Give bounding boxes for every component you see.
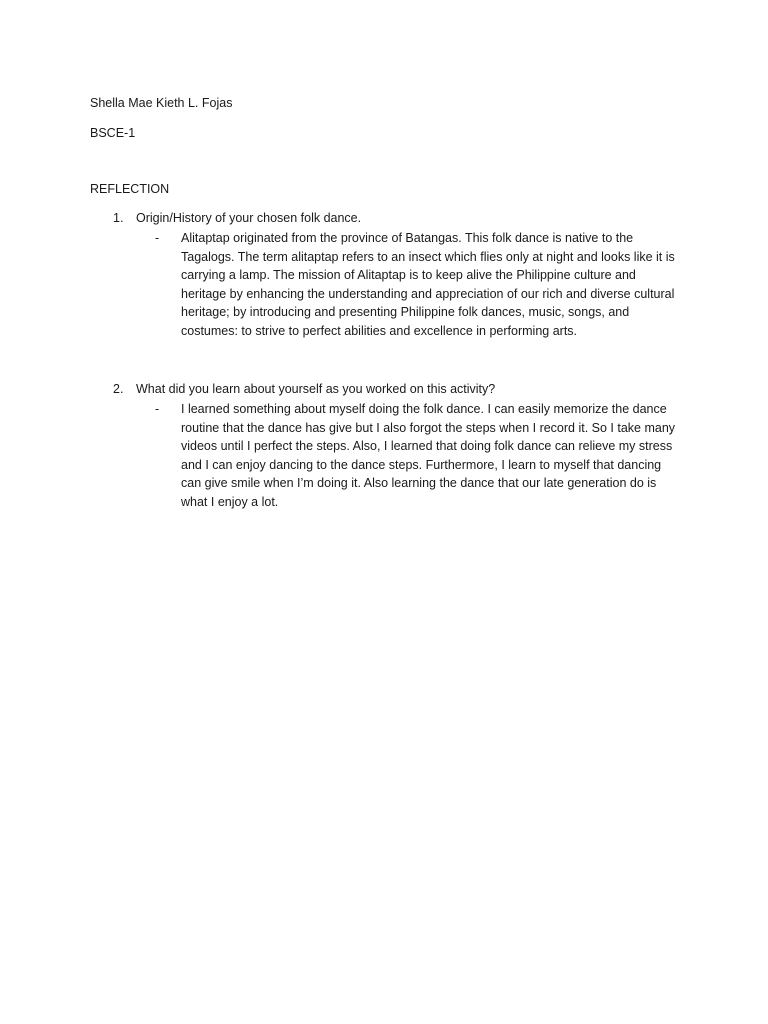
section-heading: REFLECTION [90, 182, 170, 196]
question-text: What did you learn about yourself as you worked on this activity? [136, 382, 496, 396]
bullet-dash: - [155, 231, 160, 245]
question-number: 2. [113, 382, 124, 396]
bullet-dash: - [155, 402, 160, 416]
answer-text: Alitaptap originated from the province of Batangas. This folk dance is native to the Tagalogs. The term alitaptap refers to an insect which flies only at night and looks like it is carrying a lamp. The mission of Alitaptap is to keep alive the Philippine culture and heritage by enhancing the understanding and appreciation of our rich and diverse cultural heritage; by introducing and presenting Philippine folk dances, music, songs, and costumes: to strive to perfect abilities and excellence in performing arts. [181, 231, 675, 338]
author-name: Shella Mae Kieth L. Fojas [90, 96, 233, 110]
course-code: BSCE-1 [90, 126, 136, 140]
question-text: Origin/History of your chosen folk dance. [136, 211, 362, 225]
question-number: 1. [113, 211, 124, 225]
answer-text: I learned something about myself doing the folk dance. I can easily memorize the dance routine that the dance has give but I also forgot the steps when I record it. So I take many videos until I perfect the steps. Also, I learned that doing folk dance can relieve my stress and I can enjoy dancing to the dance steps. Furthermore, I learn to myself that dancing can give smile when I’m doing it. Also learning the dance that our late generation do is what I enjoy a lot. [181, 402, 676, 509]
